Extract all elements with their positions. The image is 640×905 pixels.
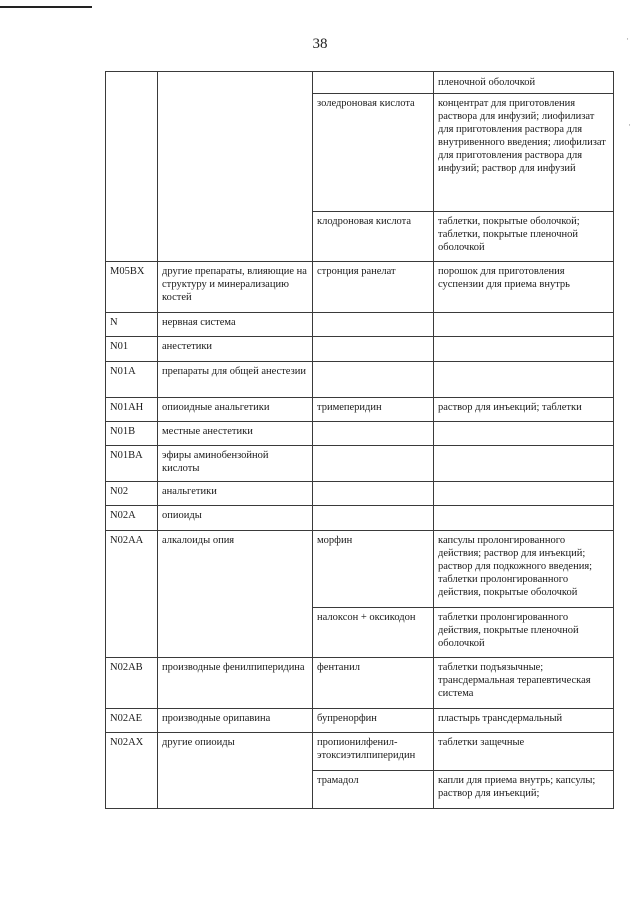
dosage-form-cell bbox=[434, 337, 614, 362]
atc-code-cell: N01A bbox=[106, 362, 158, 398]
table-row bbox=[106, 482, 614, 506]
group-name-cell: опиоидные анальгетики bbox=[158, 398, 313, 422]
group-name-cell: производные орипавина bbox=[158, 709, 313, 733]
dosage-form-cell: капли для приема внутрь; капсулы; раствор для инъекций; bbox=[434, 771, 614, 809]
drug-name-cell bbox=[313, 482, 434, 506]
table-row bbox=[106, 531, 614, 608]
dosage-form-cell: пленочной оболочкой bbox=[434, 72, 614, 94]
drug-name-cell: клодроновая кислота bbox=[313, 212, 434, 262]
dosage-form-cell bbox=[434, 362, 614, 398]
drug-name-cell: трамадол bbox=[313, 771, 434, 809]
margin-mark: · bbox=[626, 34, 629, 44]
drug-name-cell: налоксон + оксикодон bbox=[313, 608, 434, 658]
atc-code-cell: N02AE bbox=[106, 709, 158, 733]
drug-name-cell bbox=[313, 72, 434, 94]
table-row bbox=[106, 422, 614, 446]
dosage-form-cell: таблетки подъязычные; трансдермальная терапевтическая система bbox=[434, 658, 614, 709]
group-name-cell: другие опиоиды bbox=[158, 733, 313, 809]
dosage-form-cell bbox=[434, 446, 614, 482]
dosage-form-cell: раствор для инъекций; таблетки bbox=[434, 398, 614, 422]
group-name-cell: препараты для общей анестезии bbox=[158, 362, 313, 398]
atc-code-cell bbox=[106, 72, 158, 262]
drug-table bbox=[105, 71, 614, 809]
drug-name-cell: фентанил bbox=[313, 658, 434, 709]
drug-name-cell: золедроновая кислота bbox=[313, 94, 434, 212]
dosage-form-cell: таблетки пролонгированного действия, покрытые пленочной оболочкой bbox=[434, 608, 614, 658]
group-name-cell: анальгетики bbox=[158, 482, 313, 506]
atc-code-cell: N01 bbox=[106, 337, 158, 362]
group-name-cell: алкалоиды опия bbox=[158, 531, 313, 658]
drug-name-cell: морфин bbox=[313, 531, 434, 608]
atc-code-cell: N01B bbox=[106, 422, 158, 446]
atc-code-cell: N01BA bbox=[106, 446, 158, 482]
atc-code-cell: N bbox=[106, 313, 158, 337]
page-number: 38 bbox=[312, 36, 328, 52]
table-row bbox=[106, 658, 614, 709]
drug-name-cell bbox=[313, 313, 434, 337]
group-name-cell: анестетики bbox=[158, 337, 313, 362]
dosage-form-cell: капсулы пролонгированного действия; раствор для инъекций; раствор для подкожного введения; таблетки пролонгированного действия, покрытые оболочкой bbox=[434, 531, 614, 608]
drug-name-cell bbox=[313, 337, 434, 362]
group-name-cell: нервная система bbox=[158, 313, 313, 337]
group-name-cell: эфиры аминобензойной кислоты bbox=[158, 446, 313, 482]
table-row bbox=[106, 398, 614, 422]
table-row bbox=[106, 733, 614, 771]
dosage-form-cell: концентрат для приготовления раствора для инфузий; лиофилизат для приготовления раствора для внутривенного введения; лиофилизат для приготовления раствора для инфузий; раствор для инфузий bbox=[434, 94, 614, 212]
top-rule bbox=[0, 6, 92, 8]
drug-name-cell bbox=[313, 422, 434, 446]
table-row bbox=[106, 337, 614, 362]
atc-code-cell: N02 bbox=[106, 482, 158, 506]
atc-code-cell: N02A bbox=[106, 506, 158, 531]
dosage-form-cell: пластырь трансдермальный bbox=[434, 709, 614, 733]
drug-name-cell bbox=[313, 506, 434, 531]
drug-name-cell: тримеперидин bbox=[313, 398, 434, 422]
group-name-cell: местные анестетики bbox=[158, 422, 313, 446]
group-name-cell bbox=[158, 72, 313, 262]
group-name-cell: другие препараты, влияющие на структуру и минерализацию костей bbox=[158, 262, 313, 313]
atc-code-cell: N02AX bbox=[106, 733, 158, 809]
table-row bbox=[106, 313, 614, 337]
drug-name-cell bbox=[313, 362, 434, 398]
drug-table-body bbox=[106, 72, 614, 809]
table-row bbox=[106, 262, 614, 313]
dosage-form-cell bbox=[434, 482, 614, 506]
margin-mark: · bbox=[628, 120, 631, 130]
dosage-form-cell bbox=[434, 506, 614, 531]
dosage-form-cell: порошок для приготовления суспензии для приема внутрь bbox=[434, 262, 614, 313]
table-row bbox=[106, 446, 614, 482]
atc-code-cell: N02AB bbox=[106, 658, 158, 709]
drug-name-cell bbox=[313, 446, 434, 482]
group-name-cell: опиоиды bbox=[158, 506, 313, 531]
drug-name-cell: бупренорфин bbox=[313, 709, 434, 733]
group-name-cell: производные фенилпиперидина bbox=[158, 658, 313, 709]
drug-name-cell: стронция ранелат bbox=[313, 262, 434, 313]
atc-code-cell: N01AH bbox=[106, 398, 158, 422]
table-row bbox=[106, 362, 614, 398]
dosage-form-cell: таблетки, покрытые оболочкой; таблетки, покрытые пленочной оболочкой bbox=[434, 212, 614, 262]
table-row bbox=[106, 506, 614, 531]
drug-name-cell: пропионилфенил-этоксиэтилпиперидин bbox=[313, 733, 434, 771]
dosage-form-cell bbox=[434, 313, 614, 337]
dosage-form-cell: таблетки защечные bbox=[434, 733, 614, 771]
atc-code-cell: N02AA bbox=[106, 531, 158, 658]
atc-code-cell: M05BX bbox=[106, 262, 158, 313]
dosage-form-cell bbox=[434, 422, 614, 446]
table-row bbox=[106, 709, 614, 733]
table-row bbox=[106, 72, 614, 94]
